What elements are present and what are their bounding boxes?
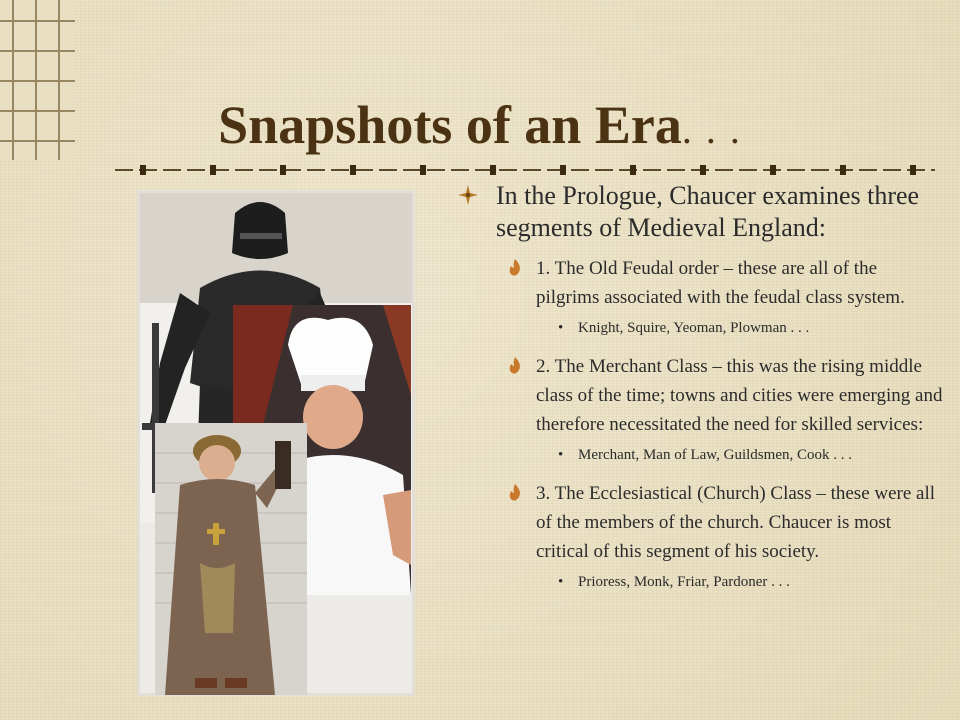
compass-star-icon — [458, 185, 478, 205]
pilgrim-photo-collage — [137, 190, 417, 700]
intro-text: In the Prologue, Chaucer examines three segments of Medieval England: — [496, 181, 920, 242]
segment-3-examples-item — [460, 572, 945, 592]
segment-2 — [460, 352, 945, 439]
segment-1-examples-item — [460, 318, 945, 338]
slide-title — [0, 90, 960, 165]
slide-title-ellipsis: . . . — [681, 107, 742, 152]
dot-icon: • — [558, 447, 564, 463]
flame-icon — [508, 357, 522, 375]
dot-icon: • — [558, 574, 564, 590]
segment-2-heading: 2. The Merchant Class – this was the rising middle class of the time; towns and cities were emerging and therefore necessitated the need for skilled services: — [536, 356, 943, 435]
segment-3-examples: Prioress, Monk, Friar, Pardoner . . . — [578, 574, 790, 590]
segment-1-examples: Knight, Squire, Yeoman, Plowman . . . — [578, 320, 810, 336]
friar-photo — [155, 423, 307, 695]
segment-1 — [460, 254, 945, 312]
intro-item — [460, 180, 945, 244]
segment-2-examples: Merchant, Man of Law, Guildsmen, Cook . . . — [578, 447, 852, 463]
dot-icon: • — [558, 320, 564, 336]
slide-content — [460, 180, 945, 606]
segment-2-examples-item — [460, 445, 945, 465]
flame-icon — [508, 484, 522, 502]
segment-1-heading: 1. The Old Feudal order – these are all of the pilgrims associated with the feudal class system. — [536, 258, 905, 308]
slide-title-text: Snapshots of an Era — [218, 95, 682, 155]
segment-3-heading: 3. The Ecclesiastical (Church) Class – these were all of the members of the church. Chaucer is most critical of this segment of his society. — [536, 483, 936, 562]
title-divider — [115, 162, 935, 178]
segment-3 — [460, 479, 945, 566]
flame-icon — [508, 259, 522, 277]
